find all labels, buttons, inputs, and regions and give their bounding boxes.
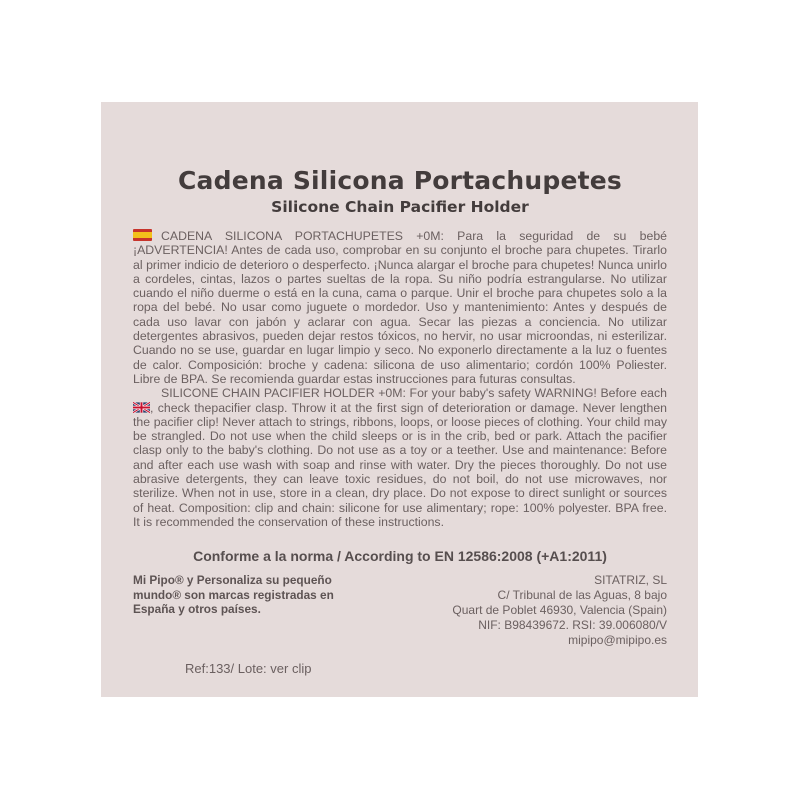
english-instructions-paragraph: SILICONE CHAIN PACIFIER HOLDER +0M: For your baby's safety WARNING! Before each , check thepacifier clasp. Throw it at the first sign of deterioration or damage. Never lengthen the pacifier clip! Never attach to strings, ribbons, loops, or loose pieces of clothing. Your child may be strangled. Do not use when the child sleeps or is in the crib, bed or park. Attach the pacifier clasp only to the baby's clothing. Do not use as a toy or a teether. Use and maintenance: Before and after each use wash with soap and rinse with water. Dry the pieces thoroughly. Do not use abrasive detergents, they can leave toxic residues, do not boil, do not use microwaves, nor sterilize. When not in use, store in a clean, dry place. Do not expose to direct sunlight or sources of heat. Composition: clip and chain: silicone for use alimentary; rope: 100% polyester. BPA free. It is recommended the conservation of these instructions. — [133, 386, 667, 529]
uk-flag-icon — [133, 402, 150, 413]
company-city: Quart de Poblet 46930, Valencia (Spain) — [452, 603, 667, 618]
conformity-statement: Conforme a la norma / According to EN 12586:2008 (+A1:2011) — [193, 548, 607, 565]
company-street: C/ Tribunal de las Aguas, 8 bajo — [497, 588, 667, 603]
spanish-instructions-paragraph: CADENA SILICONA PORTACHUPETES +0M: Para la seguridad de su bebé ¡ADVERTENCIA! Antes de cada uso, comprobar en su conjunto el broche para chupetes. Tirarlo al primer indicio de deterioro o desperfecto. ¡Nunca alargar el broche para chupetes! Nunca unirlo a cordeles, cintas, lazos o partes sueltas de la ropa. Su niño podría estrangularse. No utilizar cuando el niño duerme o está en la cuna, cama o parque. Unir el broche para chupetes solo a la ropa del bebé. No usar como juguete o mordedor. Uso y mantenimiento: Antes y después de cada uso lavar con jabón y aclarar con agua. Secar las piezas a conciencia. No utilizar detergentes abrasivos, pueden dejar restos tóxicos, no hervir, no usar microondas, ni esterilizar. Cuando no se use, guardar en lugar limpio y seco. No exponerlo directamente a la luz o fuentes de calor. Composición: broche y cadena: silicona de uso alimentario; cordón 100% Poliester. Libre de BPA. Se recomienda guardar estas instrucciones para futuras consultas. — [133, 229, 667, 386]
product-label — [101, 102, 698, 697]
company-email: mipipo@mipipo.es — [568, 633, 667, 648]
instructions-text — [133, 229, 667, 529]
product-subtitle: Silicone Chain Pacifier Holder — [271, 198, 529, 216]
product-title: Cadena Silicona Portachupetes — [177, 166, 623, 195]
company-info — [452, 573, 667, 648]
trademark-note: Mi Pipo® y Personaliza su pequeño mundo® son marcas registradas en España y otros países. — [133, 573, 334, 617]
ref-lot-line: Ref:133/ Lote: ver clip — [185, 661, 312, 677]
company-name: SITATRIZ, SL — [594, 573, 667, 588]
label-footer — [133, 573, 667, 648]
company-tax-ids: NIF: B98439672. RSI: 39.006080/V — [478, 618, 667, 633]
spain-flag-icon — [133, 229, 152, 241]
